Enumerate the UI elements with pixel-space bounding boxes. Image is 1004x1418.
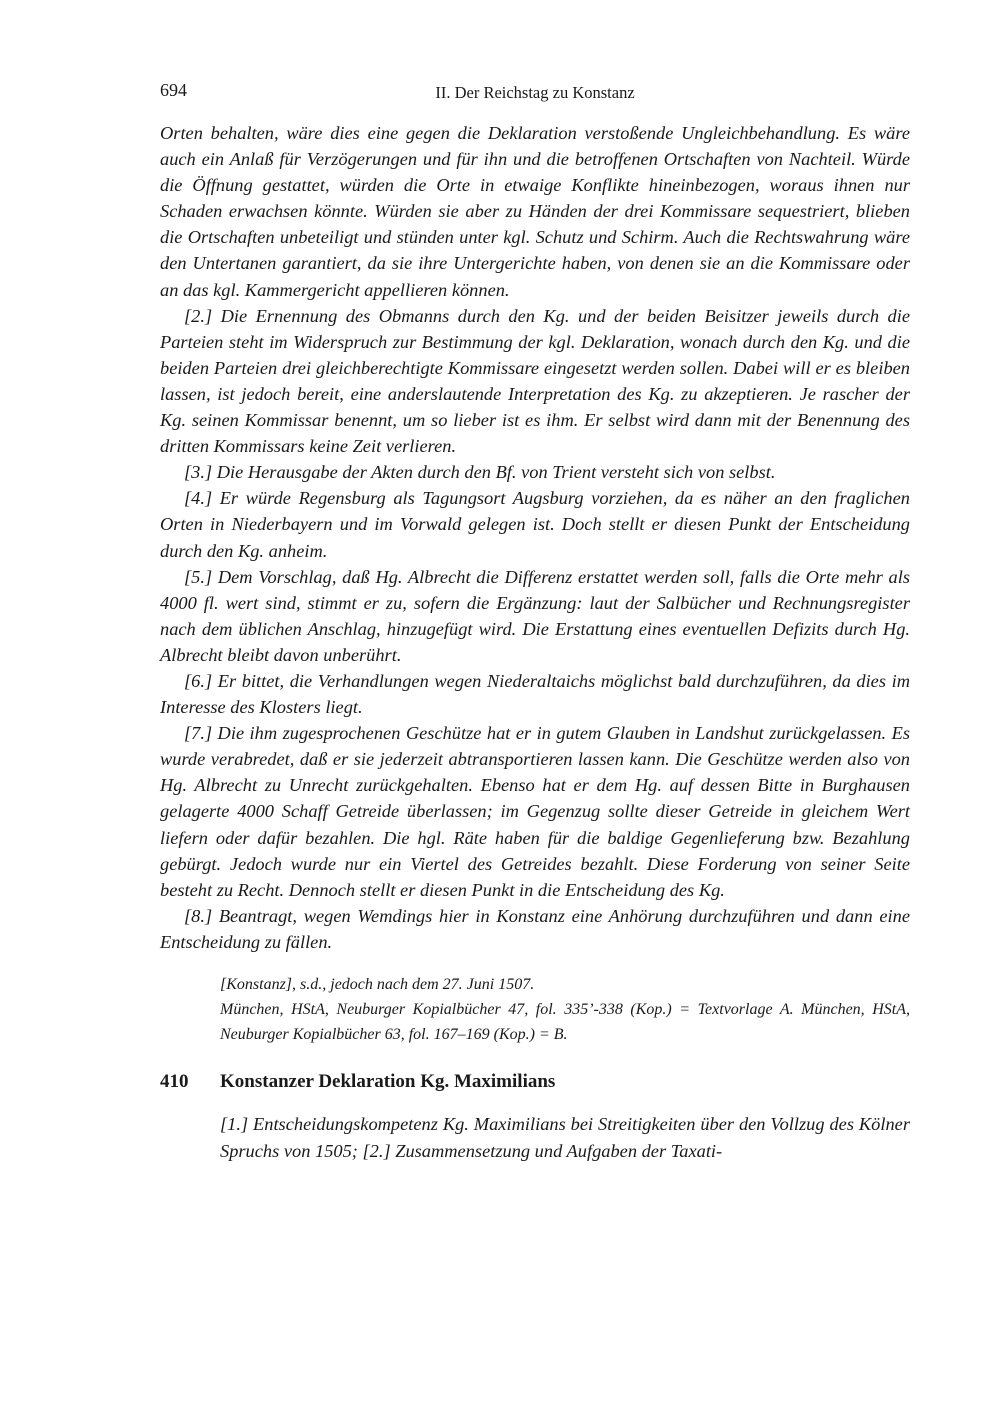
book-page <box>160 80 910 1165</box>
page-number: 694 <box>160 80 187 100</box>
paragraph-1: Orten behalten, wäre dies eine gegen die Deklaration verstoßende Ungleichbehandlung. Es wäre auch ein Anlaß für Verzögerungen und für ihn und die betroffenen Ortschaften von Nachteil. Würde die Öffnung gestattet, würden die Orte in etwaige Konflikte hineinbezogen, woraus ihnen nur Schaden erwachsen könnte. Würden sie aber zu Händen der drei Kommissare sequestriert, blieben die Ortschaften unbeteiligt und stünden unter kgl. Schutz und Schirm. Auch die Rechtswahrung wäre den Untertanen garantiert, da sie ihre Untergerichte haben, von denen sie an die Kommissare oder an das kgl. Kammergericht appellieren können. <box>160 123 910 300</box>
running-head <box>160 80 910 110</box>
source-note <box>220 972 910 1047</box>
document-title: Konstanzer Deklaration Kg. Maximilians <box>220 1071 556 1092</box>
source-archive-line: München, HStA, Neuburger Kopialbücher 47, fol. 335’-338 (Kop.) = Textvorlage A. München, HStA, Neuburger Kopialbücher 63, fol. 167–169 (Kop.) = B. <box>220 1001 910 1043</box>
paragraph-5: [5.] Dem Vorschlag, daß Hg. Albrecht die Differenz erstattet werden soll, falls die Orte mehr als 4000 fl. wert sind, stimmt er zu, sofern die Ergänzung: laut der Salbücher und Rechnungsregister nach dem üblichen Anschlag, hinzugefügt wird. Die Erstattung eines eventuellen Defizits durch Hg. Albrecht bleibt davon unberührt. <box>160 566 910 665</box>
paragraph-6: [6.] Er bittet, die Verhandlungen wegen Niederaltaichs möglichst bald durchzuführen, da dies im Interesse des Klosters liegt. <box>160 670 910 718</box>
paragraph-2: [2.] Die Ernennung des Obmanns durch den Kg. und der beiden Beisitzer jeweils durch die Parteien steht im Widerspruch zur Bestimmung der kgl. Deklaration, wonach durch den Kg. und die beiden Parteien drei gleichberechtigte Kommissare eingesetzt werden sollen. Dabei will er es bleiben lassen, ist jedoch bereit, eine anderslautende Interpretation des Kg. zu akzeptieren. Je rascher der Kg. seinen Kommissar benennt, um so lieber ist es ihm. Er selbst wird dann mit der Benennung des dritten Kommissars keine Zeit verlieren. <box>160 305 910 457</box>
paragraph-7: [7.] Die ihm zugesprochenen Geschütze hat er in gutem Glauben in Landshut zurückgelassen. Es wurde verabredet, daß er sie jederzeit abtransportieren lassen kann. Die Geschütze werden also von Hg. Albrecht zu Unrecht zurückgehalten. Ebenso hat er dem Hg. auf dessen Bitte in Burghausen gelagerte 4000 Schaff Getreide überlassen; im Gegenzug sollte dieser Getreide in gleichem Wert liefern oder dafür bezahlen. Die hgl. Räte haben für die baldige Gegenlieferung bzw. Bezahlung gebürgt. Jedoch wurde nur ein Viertel des Getreides bezahlt. Diese Forderung von seiner Seite besteht zu Recht. Dennoch stellt er diesen Punkt in die Entscheidung des Kg. <box>160 723 910 900</box>
running-head-title: II. Der Reichstag zu Konstanz <box>435 83 635 102</box>
summary-text: [1.] Entscheidungskompetenz Kg. Maximilians bei Streitigkeiten über den Vollzug des Kölner Spruchs von 1505; [2.] Zusammensetzung und Aufgaben der Taxati- <box>220 1114 910 1161</box>
document-heading <box>160 1069 910 1095</box>
body-text <box>160 120 910 955</box>
paragraph-4: [4.] Er würde Regensburg als Tagungsort Augsburg vorziehen, da es näher an den fraglichen Orten in Niederbayern und im Vorwald gelegen ist. Doch stellt er diesen Punkt der Entscheidung durch den Kg. anheim. <box>160 488 910 561</box>
document-number: 410 <box>160 1071 189 1092</box>
document-summary <box>220 1111 910 1165</box>
source-date-line: [Konstanz], s.d., jedoch nach dem 27. Juni 1507. <box>220 976 535 993</box>
paragraph-3: [3.] Die Herausgabe der Akten durch den Bf. von Trient versteht sich von selbst. <box>184 462 776 483</box>
paragraph-8: [8.] Beantragt, wegen Wemdings hier in Konstanz eine Anhörung durchzuführen und dann eine Entscheidung zu fällen. <box>160 905 910 952</box>
